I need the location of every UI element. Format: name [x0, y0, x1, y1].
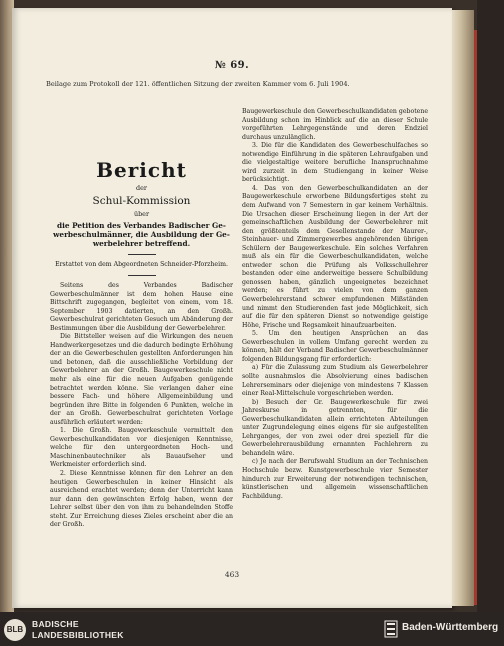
left-paragraph: 2. Diese Kenntnisse können für den Lehrer an den heutigen Gewerbeschulen in keiner Hinsicht als ausreichend erachtet werden; denn der Unterricht kann nur dann den gewünschten Erfolg haben, wenn der Lehrer selbst über den von ihm zu behandelnden Stoffe steht. Zur Erreichung dieses Zieles erscheint aber die an der Großh. [50, 470, 233, 529]
title-divider [128, 254, 156, 255]
right-column [242, 108, 428, 501]
bw-label[interactable]: Baden-Württemberg [402, 622, 499, 633]
left-paragraph: Seitens des Verbandes Badischer Gewerbeschulmänner ist dem hohen Hause eine Bittschrift zugegangen, begleitet von einem, vom 18. September 1903 datierten, an den Großh. Gewerbeschulrat gerichteten Gesuch um Abänderung der Bestimmungen über die Ausbildung der Gewerbelehrer. [50, 282, 233, 332]
report-ueber: über [133, 210, 150, 218]
right-paragraph: Baugewerkeschule den Gewerbeschulkandidaten gebotene Ausbildung schon im Hinblick auf die an dieser Schule vorgeführten Lehrgegenstände und deren Endziel durchaus unzulänglich. [242, 108, 428, 141]
right-list-item: a) Für die Zulassung zum Studium als Gewerbelehrer sollte ausnahmslos die Absolvierung eines badischen Lehrerseminars oder diejenige von mindestens 7 Klassen einer Real-Mittelschule vorgeschrieben werden. [242, 364, 428, 398]
right-paragraph: 5. Um den heutigen Ansprüchen an das Gewerbeschulen in vollem Umfang gerecht werden zu können, hält der Verband Badischer Gewerbeschulmänner folgenden Bildungsgang für erforderlich: [242, 330, 428, 363]
document-page [12, 8, 452, 608]
blb-name[interactable] [32, 619, 124, 640]
blb-name-line-2: LANDESBIBLIOTHEK [32, 629, 124, 640]
left-paragraph: Die Bittsteller weisen auf die Wirkungen des neuen Handwerkergesetzes und die dadurch bedingte Erhöhung der an die Gewerbeschulen gestellten Anforderungen hin und betonen, daß die ausschließliche Vorbildung der Gewerbelehrer an der Großh. Baugewerkeschule nicht mehr als eine für die neuen Aufgaben genügende betrachtet werden könne. Sie verlangen daher eine bessere Fach- und höhere Allgemeinbildung und begründen ihre Bitte in folgenden 6 Punkten, welche in der an Großh. Gewerbeschulrat gerichteten Vorlage ausführlich erläutert werden: [50, 333, 233, 426]
subtitle-line-1: die Petition des Verbandes Badischer Ge- [57, 221, 226, 230]
author-divider [128, 275, 156, 276]
report-kommission: Schul-Kommission [92, 195, 191, 207]
blb-name-line-1: BADISCHE [32, 619, 79, 629]
bw-lions-icon [384, 620, 398, 638]
report-author: Erstattet von dem Abgeordneten Schneider-Pforzheim. [55, 260, 228, 268]
page-stack-edge [452, 10, 474, 606]
right-paragraph: 4. Das von den Gewerbeschulkandidaten an der Baugewerkeschule erworbene Bildungsfertiges steht zu dem Aufwand von 7 Semestern in gar keinem Verhältnis. Die Ursachen dieser Erscheinung liegen in der Art der gemeinschaftlichen Ausbildung der Gewerbelehrer mit den größtenteils dem Gesellenstande der Maurer-, Steinhauer- und Zimmergewerbes angehörenden übrigen Schülern der Baugewerkeschule. Ein solches Verfahren muß als ein für die Gewerbeschulkandidaten, welche entweder schon die Prüfung als Volksschullehrer bestanden oder eine anderweitige bessere Schulbildung genossen haben, gänzlich ungeeignetes bezeichnet werden; es führt zu vielen von dem ganzen Gewerbelehrerstand schwer empfundenen Mißständen und nimmt den Studierenden fast jede Möglichkeit, sich auf die für den späteren Dienst so notwendige geistige Höhe, Frische und Regsamkeit hinaufzuarbeiten. [242, 184, 428, 329]
subtitle-line-3: werbelehrer betreffend. [92, 239, 191, 249]
blb-logo-icon[interactable]: BLB [4, 619, 26, 641]
report-heading: Bericht [96, 158, 187, 182]
beilage-line: Beilage zum Protokoll der 121. öffentlichen Sitzung der zweiten Kammer vom 6. Juli 1904. [46, 80, 350, 88]
report-subtitle [50, 221, 233, 249]
page-footer-number: 463 [224, 570, 240, 579]
left-paragraph: 1. Die Großh. Baugewerkeschule vermittelt den Gewerbeschulkandidaten vor diesjenigen Kenntnisse, welche für den untergeordneten Hoch- und Maschinenbautechniker als Bauaufseher und Werkmeister erforderlich sind. [50, 427, 233, 469]
left-column-body [50, 282, 233, 530]
report-der: der [136, 184, 147, 192]
subtitle-line-2: werbeschulmänner, die Ausbildung der Ge- [53, 230, 230, 240]
document-number: № 69. [214, 60, 250, 71]
right-list-item: b) Besuch der Gr. Baugewerkeschule für zwei Jahreskurse in getrennten, für die Gewerbeschulkandidaten allein errichteten Abteilungen unter Zugrundelegung eines eigens für sie aufgestellten Lehrganges, der von zwei oder drei speziell für die Gewerbelehrerausbildung ernannten Fachlehrern zu behandeln wäre. [242, 398, 428, 457]
library-footer [0, 612, 504, 646]
report-title-block [50, 158, 233, 276]
right-list-item: c) Je nach der Berufswahl Studium an der Technischen Hochschule bezw. Kunstgewerbeschule vier Semester hindurch zur Erweiterung der notwendigen technischen, künstlerischen und allgemein wissenschaftlichen Fachbildung. [242, 458, 428, 500]
right-paragraph: 3. Die für die Kandidaten des Gewerbeschulfaches so notwendige Einführung in die späteren Lehraufgaben und die vielgestaltige weitere berufliche Inanspruchnahme wird zurzeit in dem Studiengang in keiner Weise berücksichtigt. [242, 142, 428, 184]
scan-background-right [477, 0, 504, 612]
